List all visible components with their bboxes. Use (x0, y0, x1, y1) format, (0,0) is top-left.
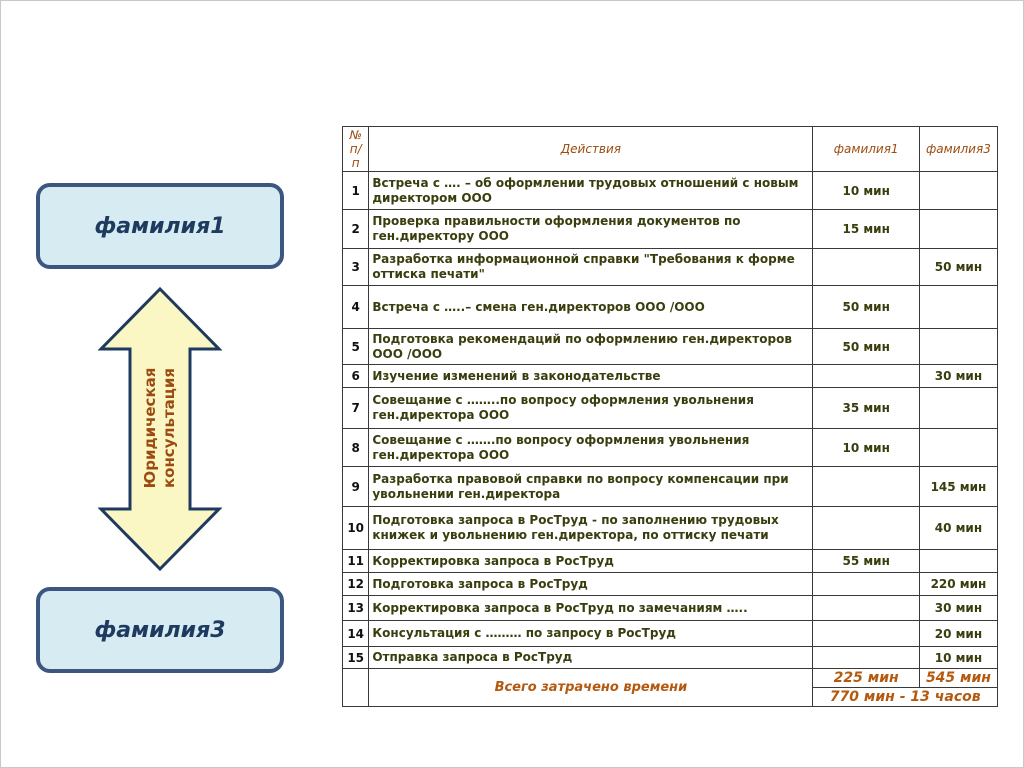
row-action: Совещание с ……..по вопросу оформления увольнения ген.директора ООО (369, 388, 813, 429)
header-num: № п/п (343, 127, 369, 172)
row-time-f1: 50 мин (813, 329, 919, 365)
row-time-f3 (919, 210, 997, 249)
grand-total: 770 мин - 13 часов (813, 688, 998, 707)
row-time-f3: 30 мин (919, 365, 997, 388)
total-empty-cell (343, 669, 369, 707)
row-time-f3: 20 мин (919, 621, 997, 647)
row-time-f3 (919, 172, 997, 210)
row-time-f3 (919, 329, 997, 365)
row-time-f1 (813, 573, 919, 596)
table-header-row (343, 127, 998, 172)
row-time-f3 (919, 429, 997, 467)
person-name-bottom: фамилия3 (94, 617, 226, 643)
row-time-f1: 50 мин (813, 286, 919, 329)
arrow-label-line2: консультация (160, 367, 178, 489)
row-action: Подготовка рекомендаций по оформлению ген.директоров ООО /ООО (369, 329, 813, 365)
row-number: 7 (343, 388, 369, 429)
row-action: Подготовка запроса в РосТруд (369, 573, 813, 596)
row-time-f3: 40 мин (919, 507, 997, 550)
row-time-f3: 220 мин (919, 573, 997, 596)
row-action: Подготовка запроса в РосТруд - по заполнению трудовых книжек и увольнению ген.директора, по оттиску печати (369, 507, 813, 550)
arrow-label-line1: Юридическая (141, 367, 159, 489)
table-row (343, 210, 998, 249)
row-time-f3: 145 мин (919, 467, 997, 507)
header-action: Действия (369, 127, 813, 172)
row-action: Отправка запроса в РосТруд (369, 647, 813, 669)
row-number: 1 (343, 172, 369, 210)
row-action: Корректировка запроса в РосТруд по замечаниям ….. (369, 596, 813, 621)
row-time-f3: 30 мин (919, 596, 997, 621)
row-time-f3: 50 мин (919, 249, 997, 286)
header-f1: фамилия1 (813, 127, 919, 172)
row-number: 14 (343, 621, 369, 647)
row-number: 10 (343, 507, 369, 550)
row-action: Встреча с …..– смена ген.директоров ООО /ООО (369, 286, 813, 329)
row-time-f1 (813, 596, 919, 621)
row-action: Встреча с …. – об оформлении трудовых отношений с новым директором ООО (369, 172, 813, 210)
header-f3: фамилия3 (919, 127, 997, 172)
row-number: 9 (343, 467, 369, 507)
table-row (343, 429, 998, 467)
table-row (343, 550, 998, 573)
row-action: Корректировка запроса в РосТруд (369, 550, 813, 573)
row-number: 4 (343, 286, 369, 329)
table-row (343, 388, 998, 429)
person-name-top: фамилия1 (94, 213, 226, 239)
row-action: Разработка информационной справки "Требования к форме оттиска печати" (369, 249, 813, 286)
row-action: Проверка правильности оформления документов по ген.директору ООО (369, 210, 813, 249)
row-time-f1: 15 мин (813, 210, 919, 249)
row-number: 13 (343, 596, 369, 621)
row-time-f3: 10 мин (919, 647, 997, 669)
table-row (343, 647, 998, 669)
table-row (343, 365, 998, 388)
table-row (343, 596, 998, 621)
row-time-f1 (813, 647, 919, 669)
total-label: Всего затрачено времени (369, 669, 813, 707)
row-number: 8 (343, 429, 369, 467)
row-number: 3 (343, 249, 369, 286)
row-time-f1: 10 мин (813, 172, 919, 210)
table-row (343, 621, 998, 647)
person-box-bottom (36, 587, 284, 673)
table-row (343, 172, 998, 210)
total-row (343, 669, 998, 688)
row-number: 15 (343, 647, 369, 669)
row-time-f1 (813, 467, 919, 507)
row-number: 5 (343, 329, 369, 365)
table-row (343, 249, 998, 286)
row-number: 11 (343, 550, 369, 573)
row-number: 6 (343, 365, 369, 388)
row-time-f1: 10 мин (813, 429, 919, 467)
row-time-f1: 35 мин (813, 388, 919, 429)
row-time-f3 (919, 388, 997, 429)
table-row (343, 467, 998, 507)
row-action: Разработка правовой справки по вопросу компенсации при увольнении ген.директора (369, 467, 813, 507)
row-action: Консультация с ……… по запросу в РосТруд (369, 621, 813, 647)
actions-table (342, 126, 998, 707)
row-time-f3 (919, 286, 997, 329)
arrow-label (141, 308, 179, 548)
table-row (343, 329, 998, 365)
total-f3: 545 мин (919, 669, 997, 688)
table-row (343, 286, 998, 329)
row-time-f1 (813, 249, 919, 286)
row-number: 12 (343, 573, 369, 596)
row-number: 2 (343, 210, 369, 249)
total-f1: 225 мин (813, 669, 919, 688)
row-action: Совещание с …….по вопросу оформления увольнения ген.директора ООО (369, 429, 813, 467)
row-time-f1: 55 мин (813, 550, 919, 573)
table-row (343, 573, 998, 596)
row-time-f3 (919, 550, 997, 573)
table-row (343, 507, 998, 550)
person-box-top (36, 183, 284, 269)
row-time-f1 (813, 507, 919, 550)
row-time-f1 (813, 365, 919, 388)
row-time-f1 (813, 621, 919, 647)
row-action: Изучение изменений в законодательстве (369, 365, 813, 388)
